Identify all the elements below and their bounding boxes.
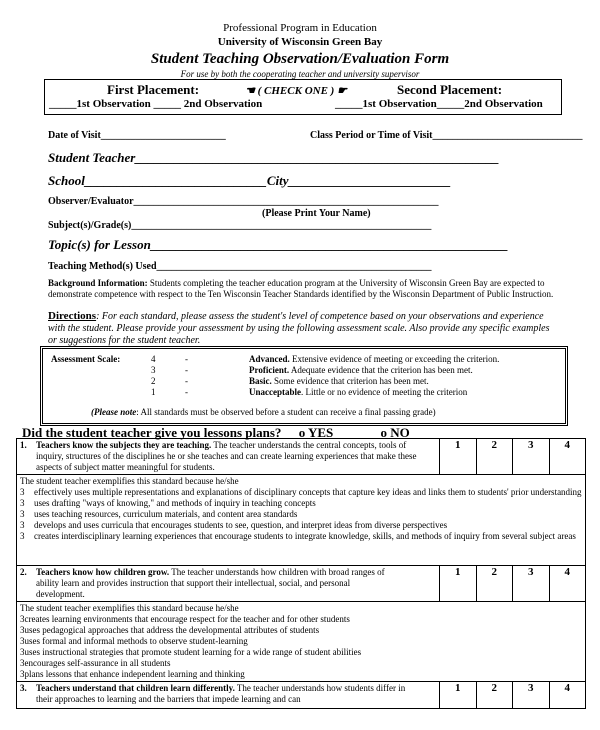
table-row xyxy=(17,475,586,566)
rating-2[interactable]: 2 xyxy=(476,682,513,709)
standard-2-header: 2. Teachers know how children grow. The teacher understands how children with broad ranges of ability learn and provides instruction that support their intellectual, social, and personal development. xyxy=(17,566,440,602)
left-hand-icon: ☚ xyxy=(245,85,255,97)
rating-1[interactable]: 1 xyxy=(440,566,477,602)
observer-field[interactable]: Observer/Evaluator_____________________________________________________________ xyxy=(48,196,439,207)
assessment-scale-label: Assessment Scale: xyxy=(51,354,121,364)
directions: Directions: For each standard, please assess the student's level of competence based on your observations and experience with the student. Please provide your assessment by using the following assessment scale. Also provide any specific examples or suggestions for the student teacher. xyxy=(48,310,550,346)
right-hand-icon: ☛ xyxy=(337,85,347,97)
list-item: 3uses formal and informal methods to observe student-learning xyxy=(20,636,248,646)
placement-box xyxy=(44,79,562,115)
standards-table xyxy=(16,438,586,709)
rating-1[interactable]: 1 xyxy=(440,439,477,475)
list-item: 3 effectively uses multiple representations and explanations of disciplinary concepts that capture key ideas and links them to students' prior understanding xyxy=(20,487,582,497)
first-placement-observation-field[interactable]: _____1st Observation _____ 2nd Observation xyxy=(49,98,263,110)
table-row xyxy=(17,682,586,709)
rating-3[interactable]: 3 xyxy=(513,682,550,709)
school-city-field[interactable]: School____________________________City_________________________ xyxy=(48,173,452,188)
program-name: Professional Program in Education xyxy=(223,22,377,34)
no-radio[interactable]: o xyxy=(380,425,388,440)
lesson-plans-question: Did the student teacher give you lessons plans? o YES o NO xyxy=(22,425,410,440)
list-item: 3encourages self-assurance in all students xyxy=(20,658,171,668)
list-item: 3uses instructional strategies that promote student learning for a wide range of student abilities xyxy=(20,647,362,657)
rating-2[interactable]: 2 xyxy=(476,566,513,602)
student-teacher-field[interactable]: Student Teacher________________________________________________________ xyxy=(48,150,500,165)
rating-1[interactable]: 1 xyxy=(440,682,477,709)
rating-3[interactable]: 3 xyxy=(513,439,550,475)
subject-grade-field[interactable]: Subject(s)/Grade(s)____________________________________________________________ xyxy=(48,220,432,231)
list-item: 3plans lessons that enhance independent learning and thinking xyxy=(20,669,245,679)
university-name: University of Wisconsin Green Bay xyxy=(217,36,383,48)
assessment-scale-box xyxy=(40,346,568,426)
second-placement-observation-field[interactable]: _____1st Observation_____2nd Observation xyxy=(335,98,543,110)
scale-num: 2 xyxy=(151,376,156,386)
table-row xyxy=(17,439,586,475)
standard-1-header: 1. Teachers know the subjects they are teaching. The teacher understands the central concepts, tools of inquiry, structures of the disciplines he or she teaches and can create learning experiences that make these aspects of subject matter meaningful for students. xyxy=(17,439,440,475)
standard-3-header: 3. Teachers understand that children learn differently. The teacher understands how students differ in their approaches to learning and the barriers that impede learning and can xyxy=(17,682,440,709)
yes-label: YES xyxy=(307,425,334,440)
form-title: Student Teaching Observation/Evaluation Form xyxy=(150,51,450,67)
no-label: NO xyxy=(390,425,410,440)
scale-desc: Unacceptable. Little or no evidence of meeting the criterion xyxy=(249,387,468,397)
scale-dash: - xyxy=(185,387,188,397)
list-item: 3 uses drafting "ways of knowing," and methods of inquiry in teaching concepts xyxy=(20,498,316,508)
list-item: 3creates learning environments that encourage respect for the teacher and for other students xyxy=(20,614,350,624)
topic-field[interactable]: Topic(s) for Lesson_______________________________________________________ xyxy=(48,237,509,252)
rating-4[interactable]: 4 xyxy=(549,682,586,709)
scale-dash: - xyxy=(185,354,188,364)
scale-note: (Please note: All standards must be observed before a student can receive a final passing grade) xyxy=(91,407,436,417)
scale-desc: Advanced. Extensive evidence of meeting or exceeding the criterion. xyxy=(249,354,500,364)
rating-4[interactable]: 4 xyxy=(549,566,586,602)
scale-dash: - xyxy=(185,365,188,375)
scale-desc: Proficient. Adequate evidence that the criterion has been met. xyxy=(249,365,473,375)
list-item: 3uses pedagogical approaches that address the developmental attributes of students xyxy=(20,625,320,635)
background-information: Background Information: Students completing the teacher education program at the University of Wisconsin Green Bay are expected to demonstrate competence with respect to the Ten Wisconsin Teacher Standards identified by the Wisconsin Department of Public Instruction. xyxy=(48,278,554,299)
standard-2-details[interactable] xyxy=(17,602,586,682)
print-name-note: (Please Print Your Name) xyxy=(262,208,371,219)
scale-num: 1 xyxy=(151,387,156,397)
list-item: 3 develops and uses curricula that encourages students to see, question, and interpret ideas from diverse perspectives xyxy=(20,520,448,530)
second-placement-label: Second Placement: xyxy=(397,82,503,97)
rating-3[interactable]: 3 xyxy=(513,566,550,602)
list-item: 3 creates interdisciplinary learning experiences that encourage students to integrate knowledge, skills, and methods of inquiry from several subject areas xyxy=(20,531,576,541)
scale-num: 3 xyxy=(151,365,156,375)
teaching-methods-field[interactable]: Teaching Method(s) Used_______________________________________________________ xyxy=(48,261,432,272)
form-subtitle: For use by both the cooperating teacher and university supervisor xyxy=(180,69,420,79)
check-one-label: ☚ ( CHECK ONE ) ☛ xyxy=(245,85,347,97)
date-of-visit-field[interactable]: Date of Visit_________________________ xyxy=(48,130,226,141)
yes-radio[interactable]: o xyxy=(298,425,306,440)
table-row xyxy=(17,602,586,682)
standard-1-details[interactable] xyxy=(17,475,586,566)
rating-4[interactable]: 4 xyxy=(549,439,586,475)
table-row xyxy=(17,566,586,602)
first-placement-label: First Placement: xyxy=(107,82,200,97)
scale-num: 4 xyxy=(151,354,156,364)
class-period-field[interactable]: Class Period or Time of Visit______________________________ xyxy=(310,130,583,141)
scale-dash: - xyxy=(185,376,188,386)
scale-desc: Basic. Some evidence that criterion has been met. xyxy=(249,376,429,386)
standard-intro: The student teacher exemplifies this standard because he/she xyxy=(20,603,239,613)
list-item: 3 uses teaching resources, curriculum materials, and content area standards xyxy=(20,509,298,519)
standard-intro: The student teacher exemplifies this standard because he/she xyxy=(20,476,239,486)
rating-2[interactable]: 2 xyxy=(476,439,513,475)
